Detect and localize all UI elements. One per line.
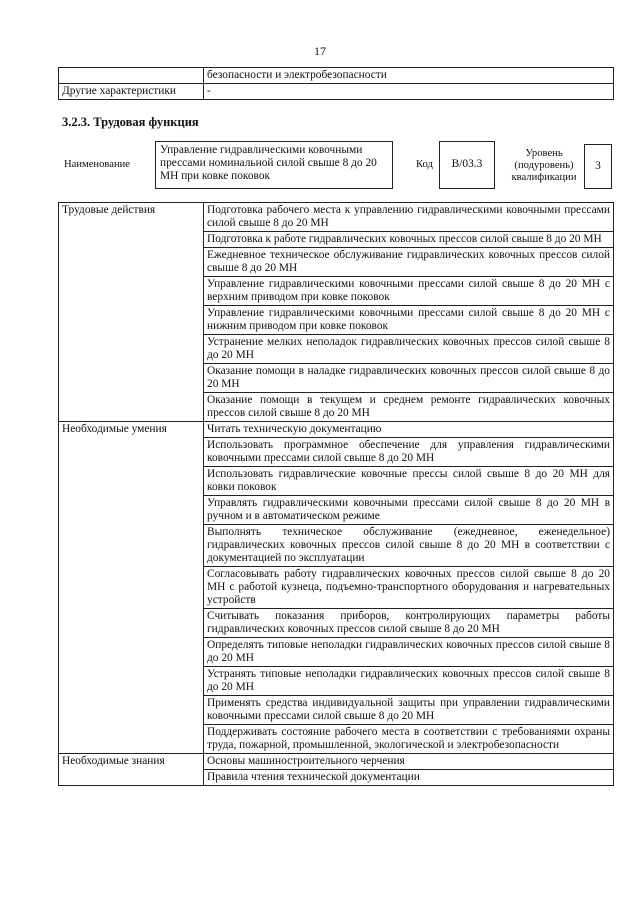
table-row (59, 754, 614, 770)
section-item: Согласовывать работу гидравлических ковочных прессов силой свыше 8 до 20 МН с работой кузнеца, подъемно-транспортного оборудования и нагревательных устройств (204, 567, 614, 609)
function-name-box: Управление гидравлическими ковочными прессами номинальной силой свыше 8 до 20 МН при ковке поковок (155, 141, 393, 189)
code-label: Код (416, 159, 433, 170)
section-item: Выполнять техническое обслуживание (ежедневное, еженедельное) гидравлических ковочных прессов силой свыше 8 до 20 МН в соответствии с документацией по эксплуатации (204, 525, 614, 567)
function-details-table (58, 202, 614, 786)
section-heading: 3.2.3. Трудовая функция (62, 115, 199, 129)
section-item: Использовать программное обеспечение для управления гидравлическими ковочными прессами силой свыше 8 до 20 МН (204, 438, 614, 467)
section-item: Определять типовые неполадки гидравлических ковочных прессов силой свыше 8 до 20 МН (204, 638, 614, 667)
section-item: Читать техническую документацию (204, 422, 614, 438)
level-value-box: 3 (584, 144, 612, 189)
row-label: Другие характеристики (59, 84, 204, 100)
row-label (59, 68, 204, 84)
section-item: Устранение мелких неполадок гидравлических ковочных прессов силой свыше 8 до 20 МН (204, 335, 614, 364)
section-item: Правила чтения технической документации (204, 770, 614, 786)
section-item: Управление гидравлическими ковочными прессами силой свыше 8 до 20 МН с верхним приводом при ковке поковок (204, 277, 614, 306)
section-item: Применять средства индивидуальной защиты при управлении гидравлическими ковочными прессами силой свыше 8 до 20 МН (204, 696, 614, 725)
row-value: безопасности и электробезопасности (204, 68, 614, 84)
name-label: Наименование (64, 159, 130, 170)
table-row (59, 68, 614, 84)
table-row (59, 84, 614, 100)
table-row (59, 203, 614, 232)
section-item: Устранять типовые неполадки гидравлических ковочных прессов силой свыше 8 до 20 МН (204, 667, 614, 696)
section-item: Управление гидравлическими ковочными прессами силой свыше 8 до 20 МН с нижним приводом при ковке поковок (204, 306, 614, 335)
section-item: Оказание помощи в текущем и среднем ремонте гидравлических ковочных прессов силой свыше 8 до 20 МН (204, 393, 614, 422)
section-item: Использовать гидравлические ковочные прессы силой свыше 8 до 20 МН для ковки поковок (204, 467, 614, 496)
section-item: Управлять гидравлическими ковочными прессами силой свыше 8 до 20 МН в ручном и в автоматическом режиме (204, 496, 614, 525)
section-item: Ежедневное техническое обслуживание гидравлических ковочных прессов силой свыше 8 до 20 МН (204, 248, 614, 277)
section-item: Оказание помощи в наладке гидравлических ковочных прессов силой свыше 8 до 20 МН (204, 364, 614, 393)
section-title: Необходимые знания (59, 754, 204, 786)
section-title: Необходимые умения (59, 422, 204, 754)
section-item: Поддерживать состояние рабочего места в соответствии с требованиями охраны труда, пожарной, промышленной, экологической и электробезопасности (204, 725, 614, 754)
section-item: Подготовка к работе гидравлических ковочных прессов силой свыше 8 до 20 МН (204, 232, 614, 248)
page-number: 17 (314, 44, 326, 58)
row-value: - (204, 84, 614, 100)
level-label: Уровень (подуровень) квалификации (511, 148, 577, 183)
function-code-box: B/03.3 (439, 141, 495, 189)
section-item: Считывать показания приборов, контролирующих параметры работы гидравлических ковочных прессов силой свыше 8 до 20 МН (204, 609, 614, 638)
table-row (59, 422, 614, 438)
section-title: Трудовые действия (59, 203, 204, 422)
section-item: Основы машиностроительного черчения (204, 754, 614, 770)
section-item: Подготовка рабочего места к управлению гидравлическими ковочными прессами силой свыше 8 до 20 МН (204, 203, 614, 232)
previous-function-table-end (58, 67, 614, 100)
